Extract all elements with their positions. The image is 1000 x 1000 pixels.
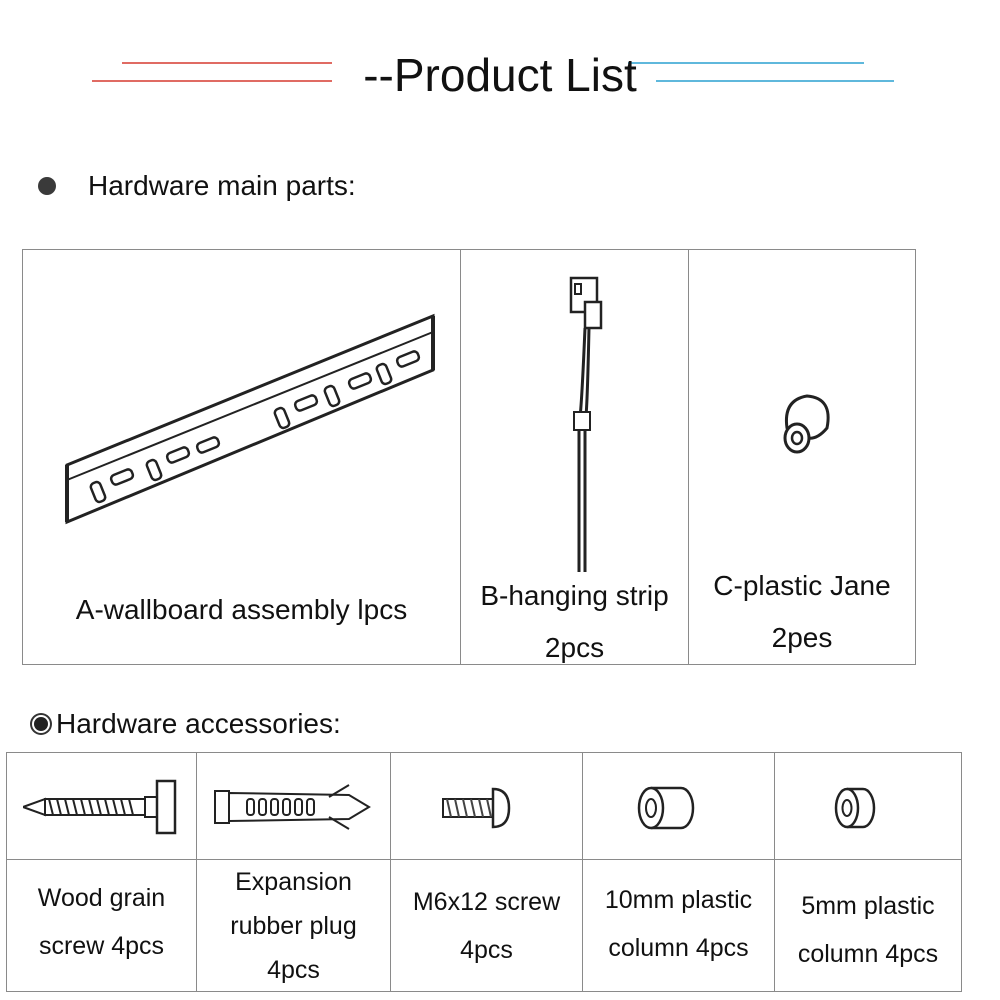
- accessories-heading-text: Hardware accessories:: [56, 708, 341, 739]
- part-cell-hanging-strip: [461, 250, 689, 664]
- part-qty-hanging-strip: 2pcs: [544, 632, 605, 663]
- accessory-label-column-10mm-2: column 4pcs: [608, 934, 749, 962]
- machine-screw-icon: [439, 783, 519, 833]
- accessories-table: [6, 752, 962, 992]
- accessory-label-wood-screw-1: Wood grain: [37, 884, 166, 912]
- accessory-cell-expansion-plug: [197, 753, 391, 991]
- accessory-label-column-5mm-1: 5mm plastic: [801, 892, 935, 920]
- accessory-label-expansion-plug-1: Expansion: [235, 868, 352, 896]
- plastic-column-icon: [637, 783, 697, 833]
- accessory-label-expansion-plug-3: 4pcs: [267, 956, 320, 984]
- part-cell-plastic-knob: [689, 250, 915, 664]
- accessory-label-wood-screw-2: screw 4pcs: [38, 932, 165, 960]
- part-label-plastic-knob: C-plastic Jane: [713, 570, 891, 601]
- hanging-strip-icon: [557, 272, 617, 572]
- accessory-cell-wood-screw: [7, 753, 197, 991]
- expansion-plug-icon: [209, 777, 379, 837]
- accessories-heading: [34, 708, 341, 740]
- part-qty-plastic-knob: 2pes: [771, 622, 833, 653]
- main-parts-heading-text: Hardware main parts:: [88, 170, 356, 201]
- bullet-icon: [38, 177, 56, 195]
- part-label-hanging-strip: B-hanging strip: [480, 580, 669, 611]
- main-parts-table: [22, 249, 916, 665]
- plastic-knob-icon: [777, 388, 837, 458]
- wallboard-rail-icon: [63, 310, 443, 540]
- accessory-label-column-10mm-1: 10mm plastic: [604, 886, 753, 914]
- accessory-label-column-5mm-2: column 4pcs: [797, 940, 939, 968]
- part-cell-wallboard: [23, 250, 461, 664]
- accessory-cell-plastic-column-5mm: [775, 753, 961, 991]
- accessory-label-expansion-plug-2: rubber plug: [230, 912, 357, 940]
- part-label-wallboard: A-wallboard assembly lpcs: [75, 594, 408, 625]
- plastic-column-small-icon: [833, 783, 883, 833]
- page-title: --Product List: [363, 49, 637, 101]
- accessory-cell-machine-screw: [391, 753, 583, 991]
- bullet-icon: [34, 717, 48, 731]
- accessory-cell-plastic-column-10mm: [583, 753, 775, 991]
- accessory-label-machine-screw-2: 4pcs: [460, 936, 513, 964]
- wood-screw-icon: [23, 777, 183, 837]
- main-parts-heading: [38, 170, 356, 202]
- accessory-label-machine-screw-1: M6x12 screw: [412, 888, 561, 916]
